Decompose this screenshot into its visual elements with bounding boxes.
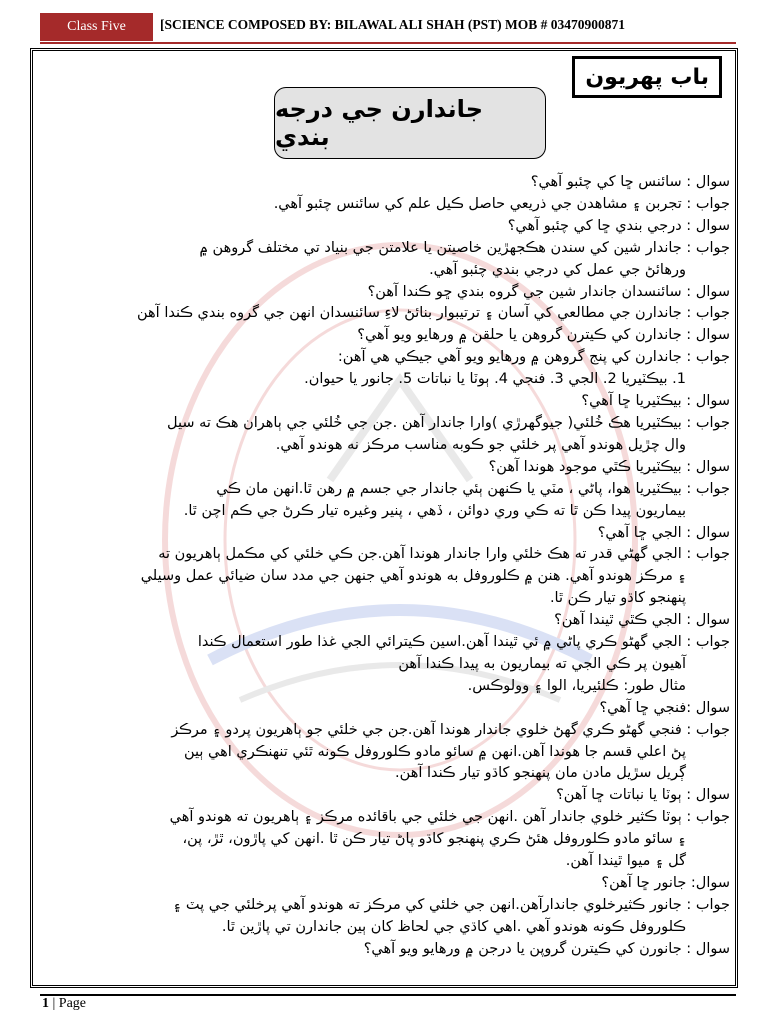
page-label: | Page [52,996,87,1011]
text-line: ڳريل سڙيل مادن مان پنهنجو کاڌو تيار ڪندا آهن. [395,765,686,782]
text-line: سوال : بيڪٽيريا ڇا آهي؟ [581,393,730,410]
text-line: جواب : بيڪٽيريا هڪ خُلئي( جيوگهرڙي )وارا جاندار آهن .جن جي خُلئي جي ٻاهران هڪ ته سيل [167,414,730,431]
text-line: جواب : تجربن ۽ مشاهدن جي ذريعي حاصل ڪيل علم کي سائنس چئبو آهي. [273,195,730,212]
text-line: جواب : بيڪٽيريا هوا، پاڻي ، مٽي يا ڪنهن ٻئي جاندار جي جسم ۾ رهن ٿا.انهن مان ڪي [216,480,730,497]
text-line: آهيون پر ڪي الجي ته بيماريون به پيدا ڪندا آهن [398,655,686,672]
footer-rule [40,994,736,996]
text-line: گل ۽ ميوا ٿيندا آهن. [565,853,686,870]
text-line: مثال طور: ڪلئيريا، الوا ۽ وولوڪس. [467,677,686,694]
page-footer [40,994,736,1016]
text-line: سوال : سائنسدان جاندار شين جي گروه بندي ڇو ڪندا آهن؟ [367,283,730,300]
header-title: [SCIENCE COMPOSED BY: BILAWAL ALI SHAH (PST) MOB # 03470900871 [160,17,625,32]
text-line: سوال : درجي بندي ڇا کي چئبو آهي؟ [507,217,730,234]
chapter-label: باب پهريون [572,56,722,98]
text-line: پڻ اعلي قسم جا هوندا آهن.انهن ۾ سائو مادو ڪلوروفل ڪونه ٿئي تنهنڪري اهي ٻين [183,743,686,760]
text-line: جواب : جانور ڪثيرخلوي جاندارآهن.انهن جي خلئي کي مرڪز ته هوندو آهي پرخلئي جي پٽ ۽ [172,896,730,913]
text-line: سوال : ٻوٽا يا نباتات ڇا آهن؟ [556,787,730,804]
text-line: سوال : الجي ڪٿي ٿيندا آهن؟ [554,612,730,629]
text-line: سوال : بيڪٽيريا ڪٿي موجود هوندا آهن؟ [488,458,730,475]
text-line: جواب : الجي گهڻو ڪري پاڻي ۾ ئي ٿيندا آهن.اسين ڪيترائي الجي غذا طور استعمال ڪندا [197,634,730,651]
text-line: جواب : جاندارن جي مطالعي کي آسان ۽ ترتيبوار بنائڻ لاءِ سائنسدان انهن جي گروه بندي ڪندا آهن [137,305,730,322]
text-line: جواب : فنجي گهڻو ڪري گهڻ خلوي جاندار هوندا آهن.جن جي خلئي جو ٻاهريون پردو ۽ مرڪز [171,721,730,738]
text-line: بيماريون پيدا ڪن ٿا ته ڪي وري دوائن ، ڏهي ، پنير وغيره تيار ڪرڻ جي ڪم اچن ٿا. [183,502,686,519]
text-line: سوال : الجي ڇا آهي؟ [597,524,730,541]
page-number-value: 1 [42,996,49,1011]
page-number [42,996,86,1012]
text-line: ۽ مرڪز هوندو آهي. هنن ۾ ڪلوروفل به هوندو آهي جنهن جي مدد سان ضيائي عمل وسيلي [140,568,686,585]
text-line: جواب : جاندار شين کي سندن هڪجهڙين خاصيتن يا علامتن جي بنياد تي مختلف گروهن ۾ [199,239,730,256]
text-line: جواب : الجي گهڻي قدر ته هڪ خلئي وارا جاندار هوندا آهن.جن ڪي خلئي کي مڪمل ٻاهريون ته [158,546,730,563]
text-line: وال چڙيل هوندو آهي پر خلئي جو ڪوبه مناسب مرڪز نه هوندو آهي. [275,436,686,453]
text-line: پنهنجو کاڌو تيار ڪن ٿا. [549,590,686,607]
qa-content [40,172,730,961]
text-line: سوال : جاندارن کي ڪيترن گروهن يا حلقن ۾ ورهايو ويو آهي؟ [357,327,730,344]
text-line: سوال : سائنس ڇا کي چئبو آهي؟ [530,174,730,190]
text-line: جواب : ٻوٽا ڪثير خلوي جاندار آهن .انهن جي خلئي جي باقائده مرڪز ۽ ٻاهريون ته هوندو آهي [169,809,730,826]
text-line: سوال: جانور ڇا آهن؟ [601,875,730,891]
text-line: سوال :فنجي ڇا آهي؟ [599,699,730,716]
text-line: ڪلوروفل ڪونه هوندو آهي .اهي کاڌي جي لحاظ کان ٻين جاندارن تي پاڙين ٿا. [221,918,686,935]
text-line: ورهائڻ جي عمل کي درجي بندي چئبو آهي. [429,261,686,278]
text-line: سوال : جانورن کي ڪيترن گروپن يا درجن ۾ ورهايو ويو آهي؟ [363,940,730,957]
lesson-title: جاندارن جي درجه بندي [274,87,546,159]
text-line: جواب : جاندارن کي پنج گروهن ۾ ورهايو ويو آهي جيڪي هي آهن: [337,349,730,366]
header-rule [40,42,736,44]
class-badge: Class Five [40,13,153,41]
text-line: ۽ سائو مادو ڪلوروفل هئڻ ڪري پنهنجو کاڌو پاڻ تيار ڪن ٿا .انهن کي پاڙون، ٿڙ، پن، [182,831,686,848]
text-line: 1. بيڪٽيريا 2. الجي 3. فنجي 4. ٻوٽا يا نباتات 5. جانور يا حيوان. [304,371,686,388]
page-header [40,13,736,41]
